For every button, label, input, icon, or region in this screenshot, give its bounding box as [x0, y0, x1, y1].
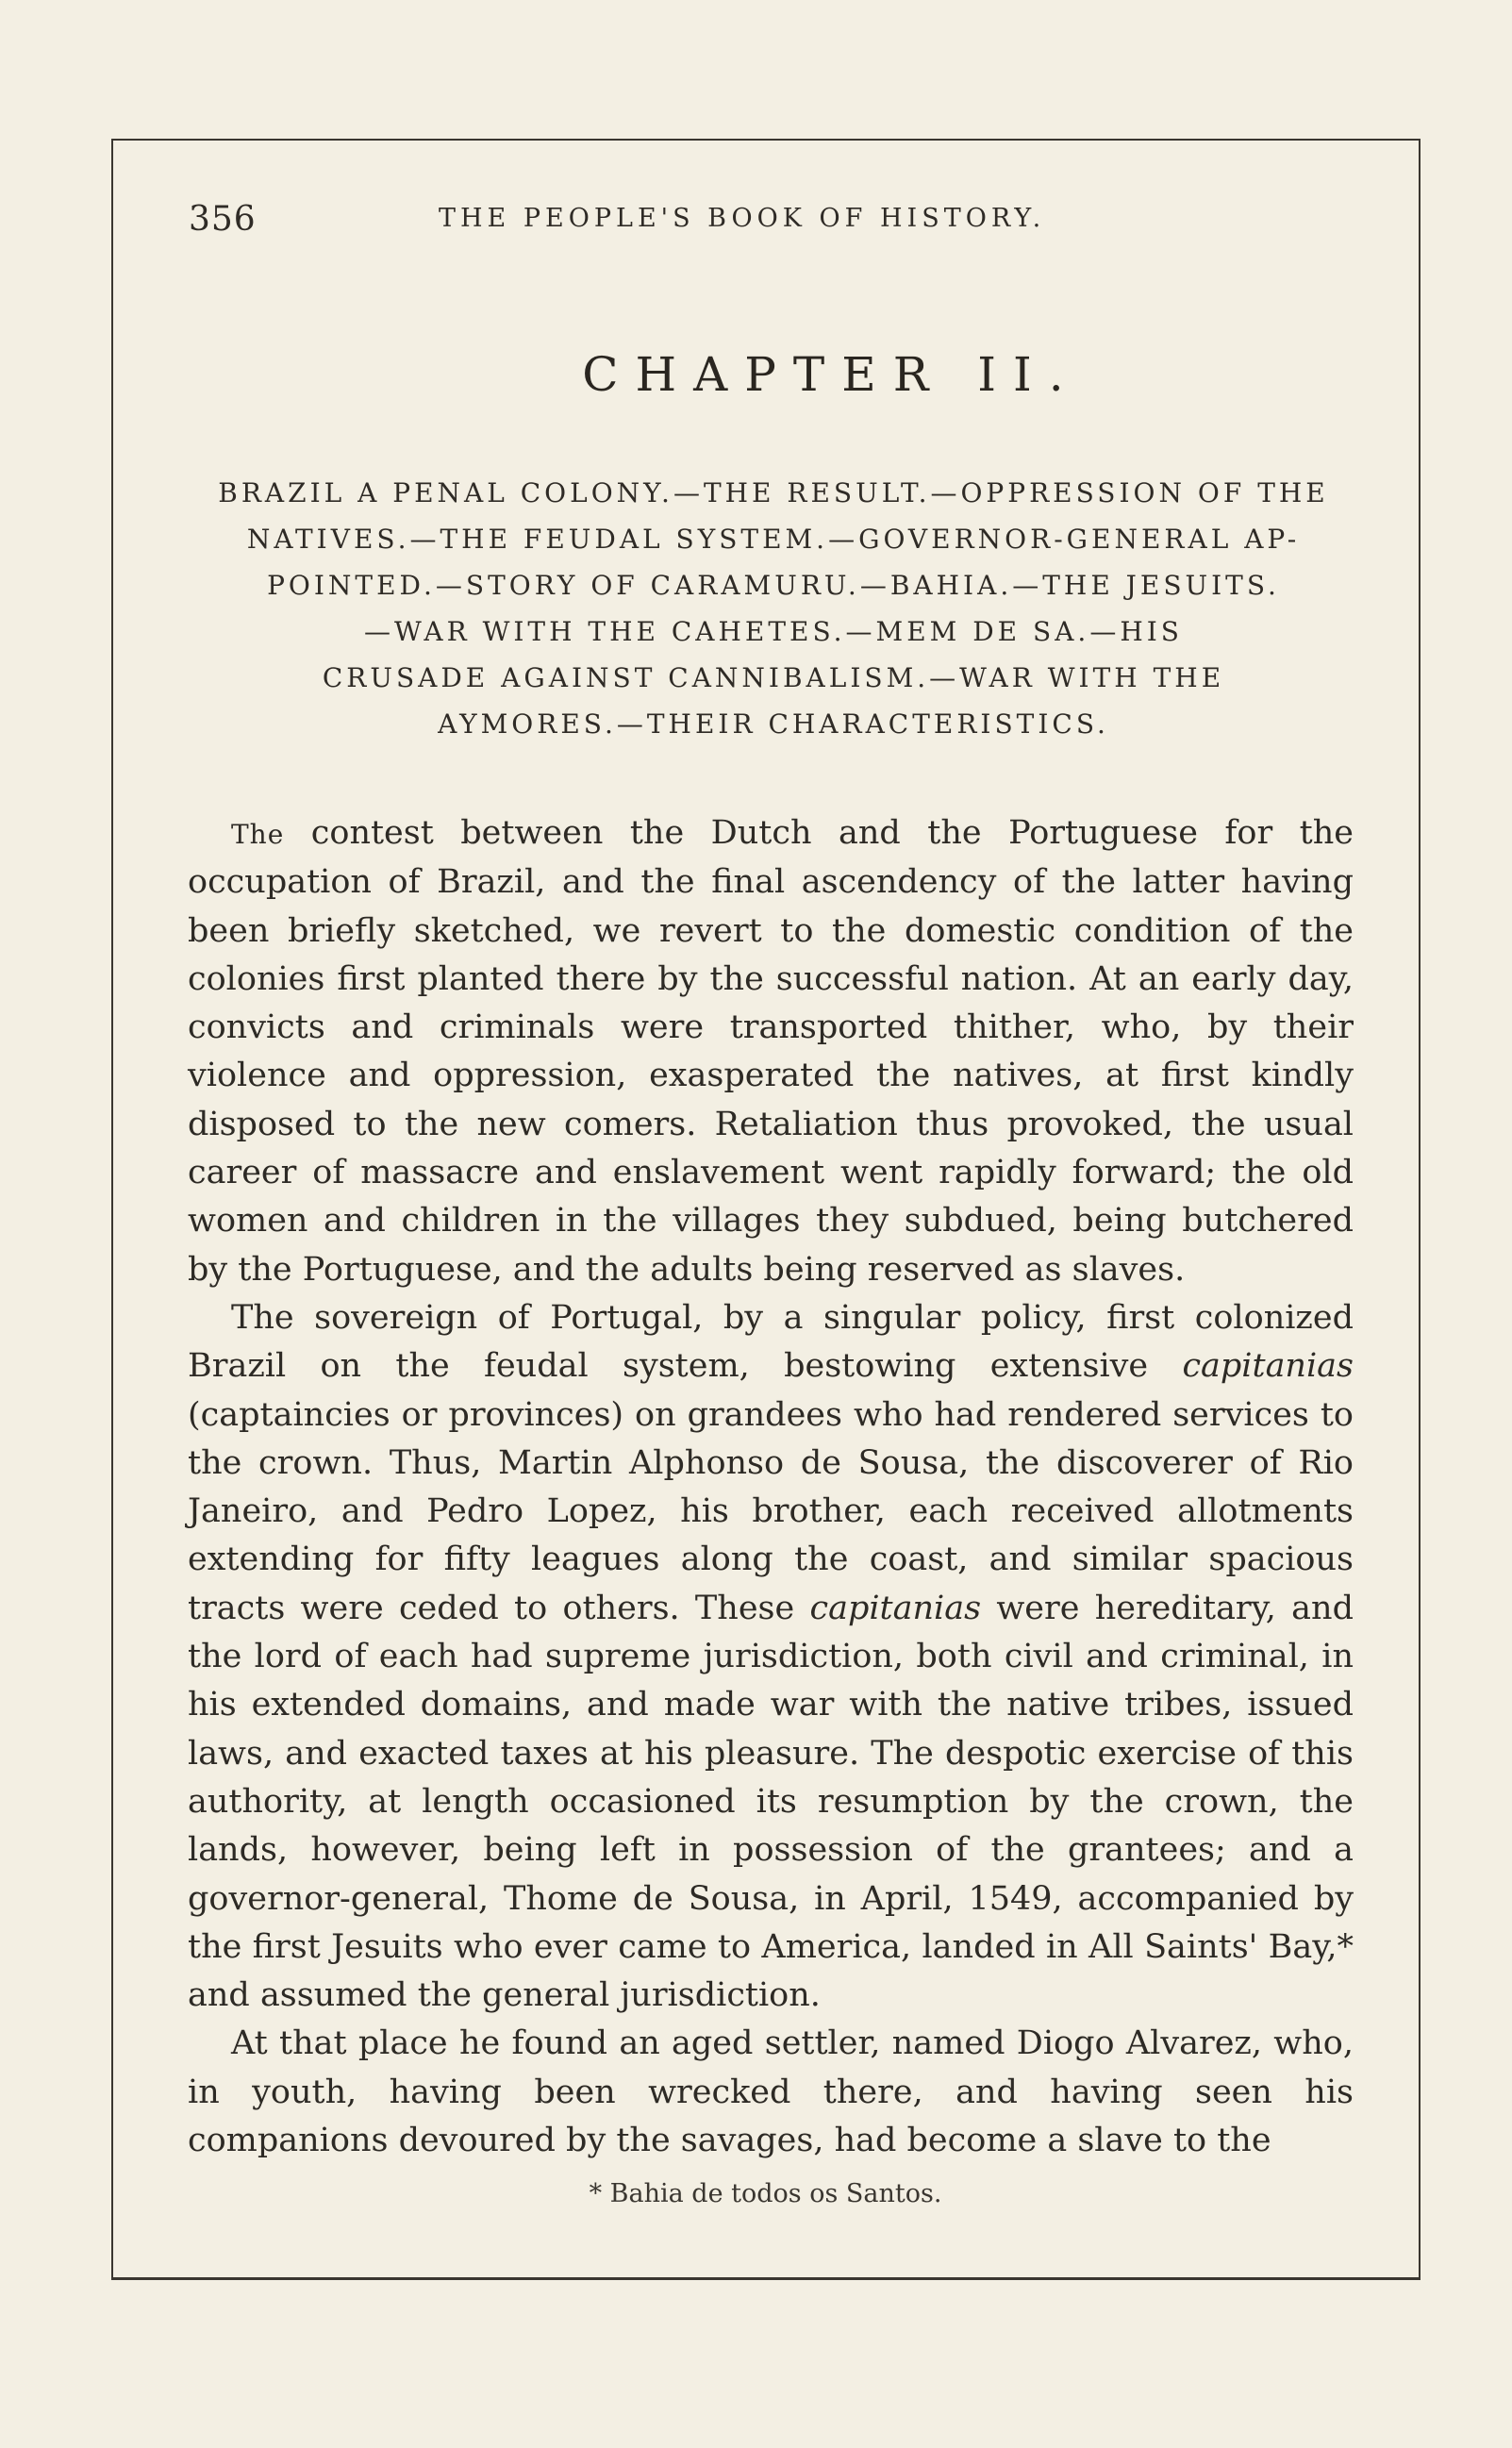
paragraph-2-emphasis-2: capitanias [809, 1589, 982, 1627]
synopsis-line: —WAR WITH THE CAHETES.—MEM DE SA.—HIS [364, 616, 1183, 647]
chapter-heading: CHAPTER II. [582, 347, 1081, 402]
synopsis-line: NATIVES.—THE FEUDAL SYSTEM.—GOVERNOR-GENERAL AP- [246, 524, 1301, 555]
synopsis-line: POINTED.—STORY OF CARAMURU.—BAHIA.—THE JESUITS. [267, 570, 1280, 601]
paragraph-2 [188, 1294, 1354, 2020]
running-header [189, 200, 1358, 247]
paragraph-2-emphasis-1: capitanias [1182, 1347, 1354, 1386]
synopsis-line: AYMORES.—THEIR CHARACTERISTICS. [438, 708, 1109, 740]
running-title: THE PEOPLE'S BOOK OF HISTORY. [439, 204, 1046, 233]
synopsis-line: CRUSADE AGAINST CANNIBALISM.—WAR WITH THE [322, 662, 1225, 693]
page-number: 356 [189, 200, 257, 239]
paragraph-2-text-b: (captaincies or provinces) on grandees who had rendered services to the crown. Thus, Martin Alphonso de Sousa, the discoverer of Rio Janeiro, and Pedro Lopez, his brother, each received allotments extending for fifty leagues along the coast, and similar spacious tracts were ceded to others. These [188, 1395, 1354, 1627]
footnote: * Bahia de todos os Santos. [589, 2179, 942, 2208]
paragraph-1-text: contest between the Dutch and the Portuguese for the occupation of Brazil, and the final ascendency of the latter having been briefly sketched, we revert to the domestic condition of the colonies first planted there by the successful nation. At an early day, convicts and criminals were transported thither, who, by their violence and oppression, exasperated the natives, at first kindly disposed to the new comers. Retaliation thus provoked, the usual career of massacre and enslavement went rapidly forward; the old women and children in the villages they subdued, being butchered by the Portuguese, and the adults being reserved as slaves. [188, 814, 1354, 1289]
synopsis-line: BRAZIL A PENAL COLONY.—THE RESULT.—OPPRESSION OF THE [218, 477, 1329, 508]
chapter-synopsis [189, 470, 1358, 747]
paragraph-1-lead: The [231, 819, 285, 850]
paragraph-3: At that place he found an aged settler, named Diogo Alvarez, who, in youth, having been wrecked there, and having seen his companions devoured by the savages, had become a slave to the [188, 2024, 1354, 2160]
paragraph-2-text-a: The sovereign of Portugal, by a singular policy, first colonized Brazil on the feudal system, bestowing extensive [188, 1298, 1354, 1386]
body-text [188, 809, 1354, 2165]
paragraph-2-text-c: were hereditary, and the lord of each had supreme jurisdiction, both civil and criminal, in his extended domains, and made war with the native tribes, issued laws, and exacted taxes at his pleasure. The despotic exercise of this authority, at length occasioned its resumption by the crown, the lands, however, being left in possession of the grantees; and a governor-general, Thome de Sousa, in April, 1549, accompanied by the first Jesuits who ever came to America, landed in All Saints' Bay,* and assumed the general jurisdiction. [188, 1589, 1354, 2015]
paragraph-1 [188, 809, 1354, 1294]
